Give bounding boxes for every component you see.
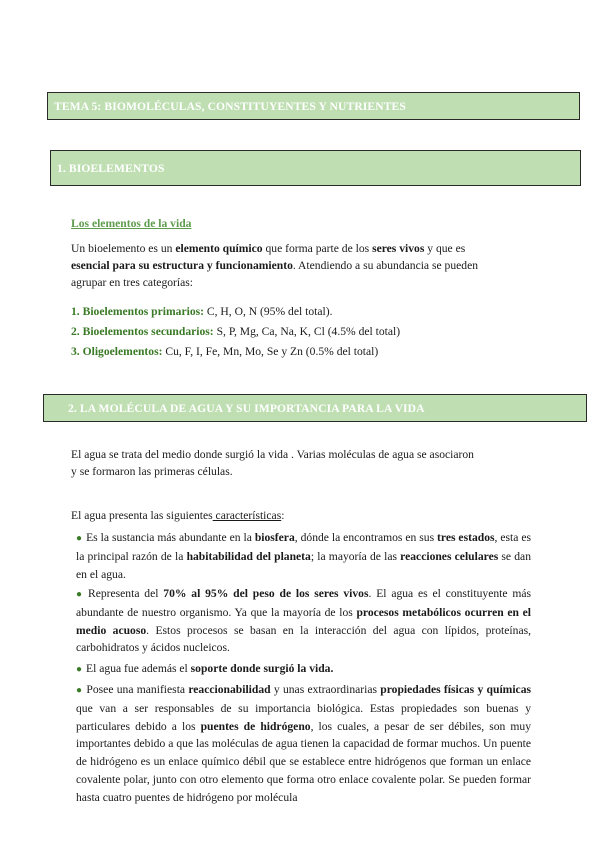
section1-intro: Un bioelemento es un elemento químico que forma parte de los seres vivos y que es esencial para su estructura y funcionamiento. Atendiendo a su abundancia se pueden agrupar en tres categorías:: [71, 242, 479, 289]
list-item: 3. Oligoelementos: Cu, F, I, Fe, Mn, Mo, Se y Zn (0.5% del total): [71, 345, 379, 358]
section2-paragraph-1: El agua se trata del medio donde surgió la vida . Varias moléculas de agua se asociaron y se formaron las primeras células.: [71, 448, 474, 478]
list-item: 1. Bioelementos primarios: C, H, O, N (95% del total).: [71, 305, 333, 318]
section1-heading-banner: [50, 150, 581, 186]
list-item: ● El agua fue además el soporte donde surgió la vida.: [76, 662, 334, 675]
list-item: ● Representa del 70% al 95% del peso de los seres vivos. El agua es el constituyente más abundante de nuestro organismo. Ya que la mayoría de los procesos metabólicos ocurren en el medio acuoso. Estos procesos se basan en la interacción del agua con lípidos, proteínas, carbohidratos y ácidos nucleicos.: [76, 587, 532, 655]
section1-heading: 1. BIOELEMENTOS: [57, 161, 165, 175]
list-item: 2. Bioelementos secundarios: S, P, Mg, Ca, Na, K, Cl (4.5% del total): [71, 325, 401, 338]
list-item: ● Es la sustancia más abundante en la biosfera, dónde la encontramos en sus tres estados, esta es la principal razón de la habitabilidad del planeta; la mayoría de las reacciones celulares se dan en el agua.: [76, 531, 532, 581]
section2-paragraph-2: El agua presenta las siguientes características:: [71, 509, 285, 522]
bullet-icon: ●: [76, 533, 83, 544]
section2-heading-banner: [43, 394, 587, 422]
section2-heading: 2. LA MOLÉCULA DE AGUA Y SU IMPORTANCIA PARA LA VIDA: [68, 401, 425, 415]
bullet-icon: ●: [76, 589, 84, 600]
bullet-icon: ●: [76, 664, 83, 675]
bioelement-categories: [71, 302, 400, 362]
bullet-icon: ●: [76, 685, 83, 696]
list-item: ● Posee una manifiesta reaccionabilidad y unas extraordinarias propiedades físicas y químicas que van a ser responsables de su importancia biológica. Estas propiedades son buenas y particulares debido a los puentes de hidrógeno, los cuales, a pesar de ser débiles, son muy importantes debido a que las moléculas de agua tienen la capacidad de formar muchos. Un puente de hidrógeno es un enlace químico débil que se establece entre hidrógenos que forman un enlace covalente polar, junto con otro elemento que forma otro enlace covalente polar. Se pueden formar hasta cuatro puentes de hidrógeno por molécula: [76, 683, 531, 804]
section-title-banner: [47, 92, 580, 120]
section-title: TEMA 5: BIOMOLÉCULAS, CONSTITUYENTES Y NUTRIENTES: [54, 99, 406, 113]
section1-subheading: Los elementos de la vida: [71, 217, 192, 230]
